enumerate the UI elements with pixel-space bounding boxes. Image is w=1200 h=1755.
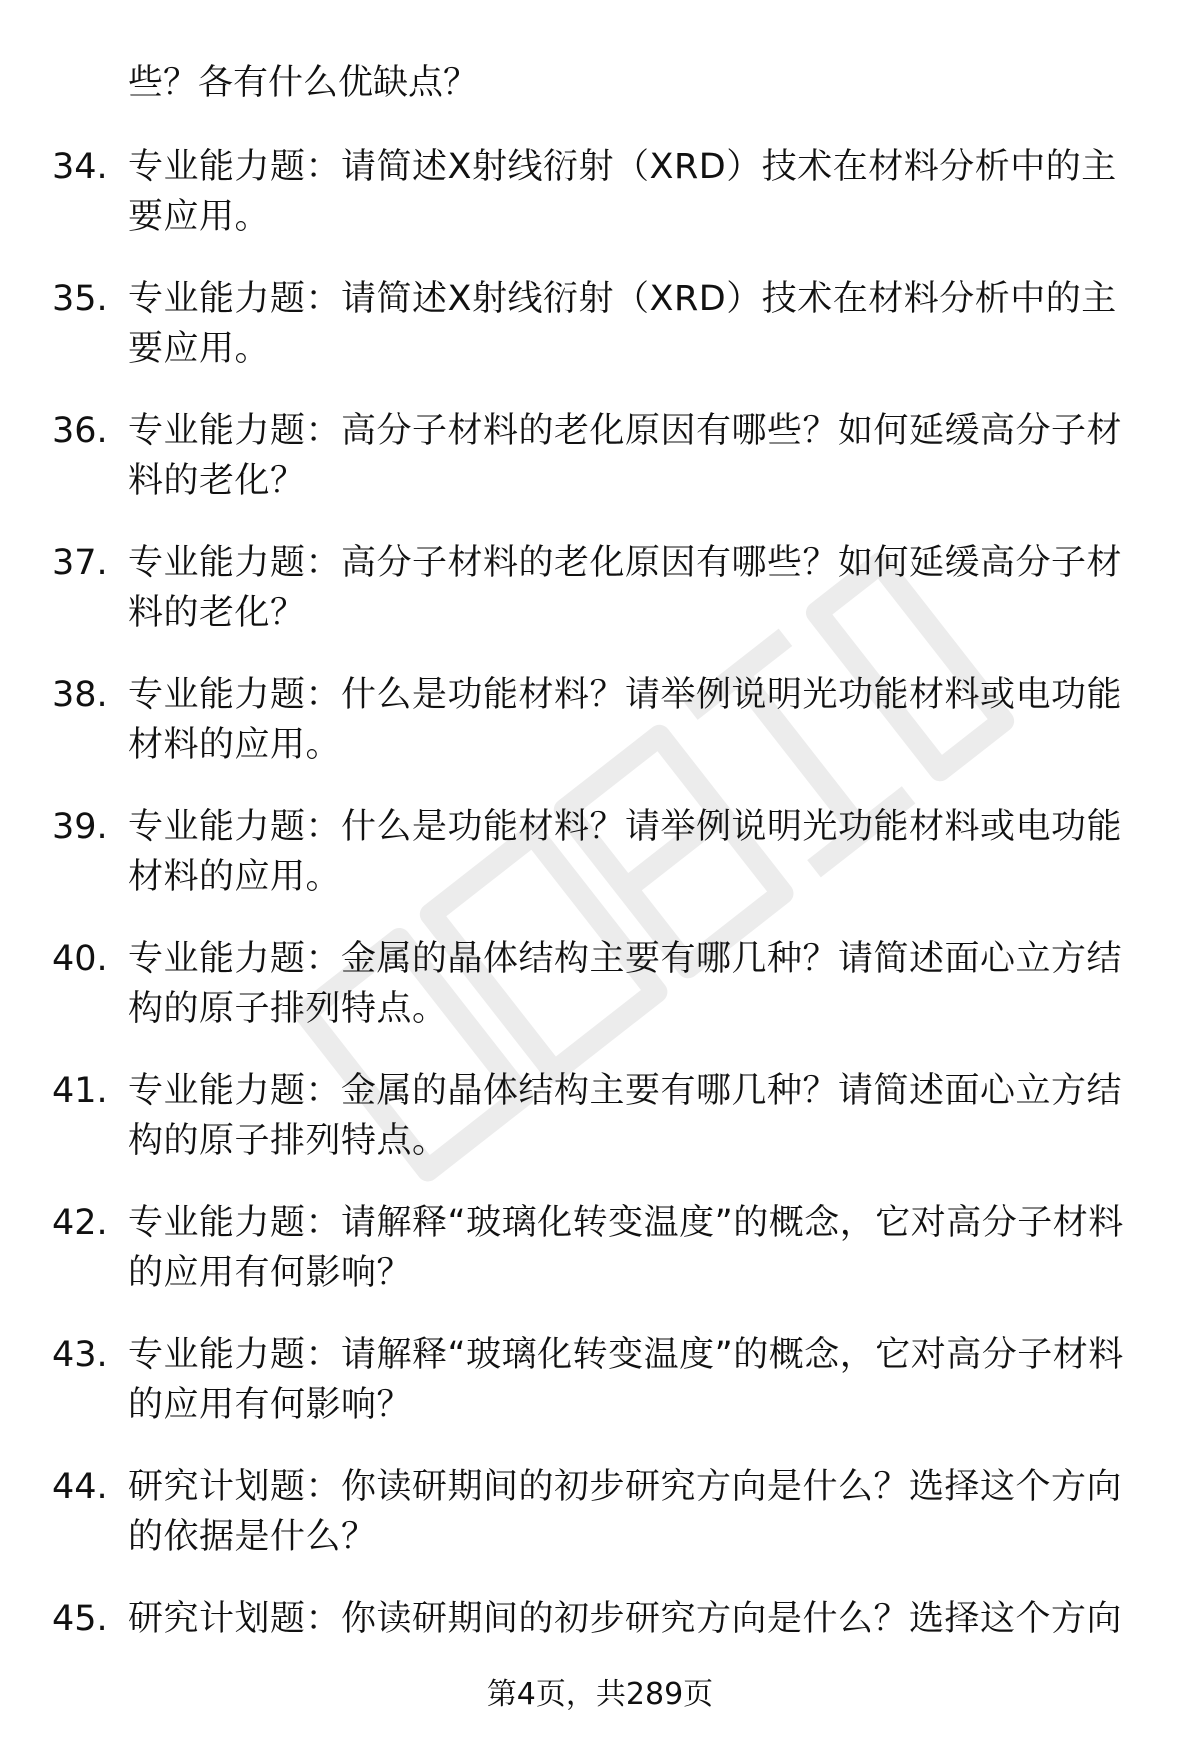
question-item <box>0 670 1200 802</box>
question-text: 专业能力题：高分子材料的老化原因有哪些？如何延缓高分子材料的老化？ <box>128 543 1123 633</box>
question-list <box>0 142 1200 1726</box>
question-number: 37. <box>52 543 108 583</box>
question-text: 专业能力题：金属的晶体结构主要有哪几种？请简述面心立方结构的原子排列特点。 <box>128 939 1123 1029</box>
question-number: 34. <box>52 147 108 187</box>
question-number: 45. <box>52 1599 108 1639</box>
question-item <box>0 802 1200 934</box>
question-number: 43. <box>52 1335 108 1375</box>
question-item <box>0 1462 1200 1594</box>
question-number: 36. <box>52 411 108 451</box>
continuation-text: 些？各有什么优缺点？ <box>128 63 479 103</box>
page-footer: 第4页，共289页 <box>486 1677 714 1712</box>
question-text: 专业能力题：请简述X射线衍射（XRD）技术在材料分析中的主要应用。 <box>128 279 1117 369</box>
question-text: 专业能力题：什么是功能材料？请举例说明光功能材料或电功能材料的应用。 <box>128 675 1123 765</box>
question-number: 38. <box>52 675 108 715</box>
question-item <box>0 406 1200 538</box>
question-item <box>0 1066 1200 1198</box>
question-number: 35. <box>52 279 108 319</box>
question-number: 44. <box>52 1467 108 1507</box>
question-item <box>0 274 1200 406</box>
question-number: 41. <box>52 1071 108 1111</box>
question-number: 39. <box>52 807 108 847</box>
question-text: 专业能力题：金属的晶体结构主要有哪几种？请简述面心立方结构的原子排列特点。 <box>128 1071 1123 1161</box>
question-number: 40. <box>52 939 108 979</box>
question-number: 42. <box>52 1203 108 1243</box>
question-text: 专业能力题：高分子材料的老化原因有哪些？如何延缓高分子材料的老化？ <box>128 411 1123 501</box>
question-text: 专业能力题：请简述X射线衍射（XRD）技术在材料分析中的主要应用。 <box>128 147 1117 237</box>
question-item <box>0 538 1200 670</box>
question-text: 专业能力题：请解释“玻璃化转变温度”的概念，它对高分子材料的应用有何影响？ <box>128 1203 1124 1293</box>
question-item <box>0 934 1200 1066</box>
question-text: 专业能力题：什么是功能材料？请举例说明光功能材料或电功能材料的应用。 <box>128 807 1123 897</box>
question-text: 研究计划题：你读研期间的初步研究方向是什么？选择这个方向 <box>128 1599 1123 1639</box>
question-text: 研究计划题：你读研期间的初步研究方向是什么？选择这个方向的依据是什么？ <box>128 1467 1123 1557</box>
question-item <box>0 142 1200 274</box>
question-text: 专业能力题：请解释“玻璃化转变温度”的概念，它对高分子材料的应用有何影响？ <box>128 1335 1124 1425</box>
question-item <box>0 1330 1200 1462</box>
question-item <box>0 1198 1200 1330</box>
